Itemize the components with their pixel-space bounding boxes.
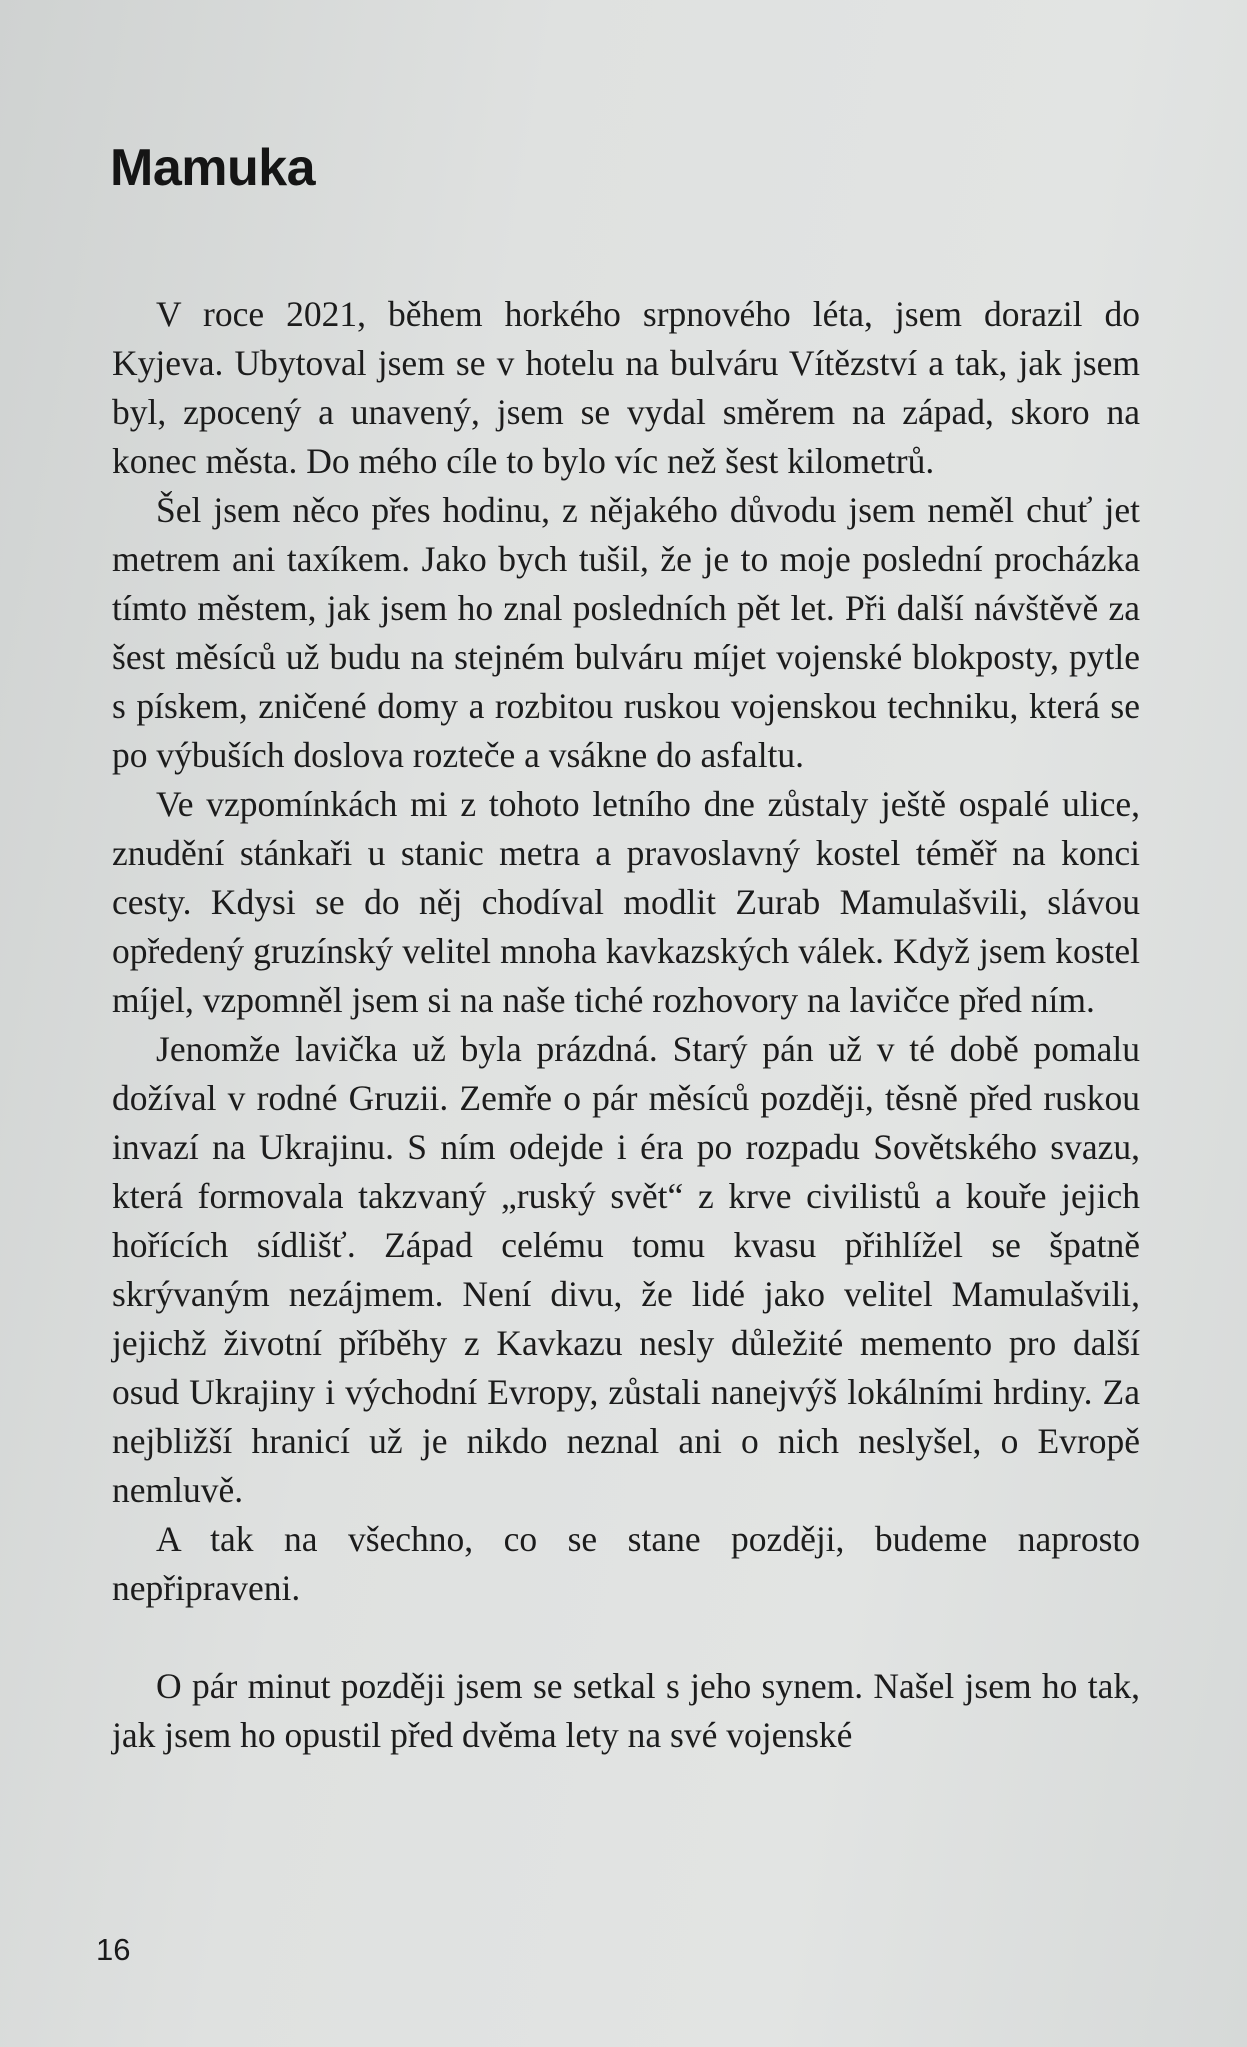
page-number: 16: [96, 1932, 131, 1967]
paragraph: O pár minut později jsem se setkal s jeho synem. Našel jsem ho tak, jak jsem ho opustil před dvěma lety na své vojenské: [112, 1666, 1140, 1755]
paragraph: A tak na všechno, co se stane později, budeme naprosto nepřipraveni.: [112, 1519, 1140, 1608]
chapter-title: Mamuka: [110, 139, 316, 197]
paragraph: Ve vzpomínkách mi z tohoto letního dne zůstaly ještě ospalé ulice, znudění stánkaři u stanic metra a pravoslavný kostel téměř na konci cesty. Kdysi se do něj chodíval modlit Zurab Mamulašvili, slávou opředený gruzínský velitel mnoha kavkazských válek. Když jsem kostel míjel, vzpomněl jsem si na naše tiché rozhovory na lavičce před ním.: [112, 784, 1140, 1020]
paragraph: V roce 2021, během horkého srpnového léta, jsem dorazil do Kyjeva. Ubytoval jsem se v hotelu na bulváru Vítězství a tak, jak jsem byl, zpocený a unavený, jsem se vydal směrem na západ, skoro na konec města. Do mého cíle to bylo víc než šest kilometrů.: [112, 294, 1140, 481]
body-text: [112, 290, 1140, 1760]
paragraph: Jenomže lavička už byla prázdná. Starý pán už v té době pomalu dožíval v rodné Gruzii. Zemře o pár měsíců později, těsně před ruskou invazí na Ukrajinu. S ním odejde i éra po rozpadu Sovětského svazu, která formovala takzvaný „ruský svět“ z krve civilistů a kouře jejich hořících sídlišť. Západ celému tomu kvasu přihlížel se špatně skrývaným nezájmem. Není divu, že lidé jako velitel Mamulašvili, jejichž životní příběhy z Kavkazu nesly důležité memento pro další osud Ukrajiny i východní Evropy, zůstali nanejvýš lokálními hrdiny. Za nejbližší hranicí už je nikdo neznal ani o nich neslyšel, o Evropě nemluvě.: [112, 1029, 1140, 1510]
paragraph: Šel jsem něco přes hodinu, z nějakého důvodu jsem neměl chuť jet metrem ani taxíkem. Jako bych tušil, že je to moje poslední procházka tímto městem, jak jsem ho znal posledních pět let. Při další návštěvě za šest měsíců už budu na stejném bulváru míjet vojenské blokposty, pytle s pískem, zničené domy a rozbitou ruskou vojenskou techniku, která se po výbuších doslova rozteče a vsákne do asfaltu.: [112, 490, 1140, 775]
